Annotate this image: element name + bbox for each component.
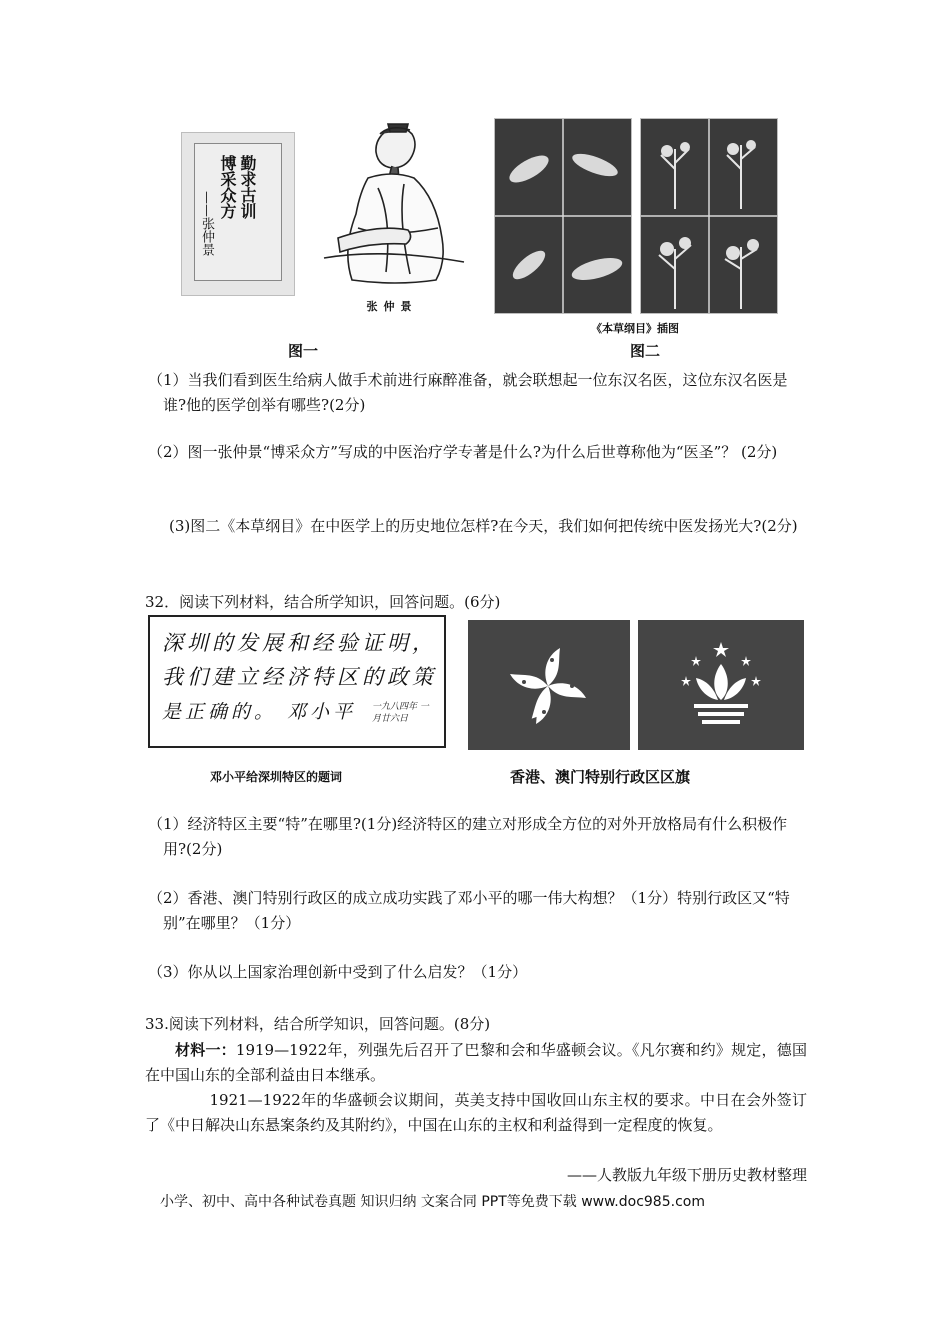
zhang-zhongjing-portrait xyxy=(318,118,468,296)
flags-caption: 香港、澳门特别行政区区旗 xyxy=(510,768,691,786)
q32-part1: （1）经济特区主要“特”在哪里?(1分)经济特区的建立对形成全方位的对外开放格局有什么积极作用?(2分) xyxy=(148,815,788,858)
q33-material-2: 1921—1922年的华盛顿会议期间，英美支持中国收回山东主权的要求。中日在会外签订了《中日解决山东悬案条约及其附约》，中国在山东的主权和利益得到一定程度的恢复。 xyxy=(145,1091,807,1134)
figure1-scroll-image xyxy=(181,132,295,296)
page-footer: 小学、初中、高中各种试卷真题 知识归纳 文案合同 PPT等免费下载 www.doc985.com xyxy=(160,1194,705,1210)
hong-kong-flag xyxy=(468,620,630,750)
scroll-text-col2: 博采众方 xyxy=(218,155,237,219)
plant-panels xyxy=(641,119,777,313)
q33-header: 33.阅读下列材料，结合所学知识，回答问题。(8分) xyxy=(145,1015,491,1033)
q32-part3: （3）你从以上国家治理创新中受到了什么启发？（1分） xyxy=(148,963,528,981)
q31-part2: （2）图一张仲景“博采众方”写成的中医治疗学专著是什么?为什么后世尊称他为“医圣”？ (2分) xyxy=(148,443,778,461)
q33-material-1 xyxy=(145,1038,807,1088)
material-text-1: 1919—1922年，列强先后召开了巴黎和会和华盛顿会议。《凡尔赛和约》规定，德国在中国山东的全部利益由日本继承。 xyxy=(145,1041,807,1084)
portrait-illustration xyxy=(318,118,468,296)
inscription-line-3: 是正确的。 邓小平 xyxy=(162,701,357,723)
bencao-illustration-fish xyxy=(494,118,632,314)
scroll-author: ——张仲景 xyxy=(199,191,214,256)
inscription-date: 一九八四年 一月廿六日 xyxy=(372,702,429,724)
fish-panels xyxy=(495,119,631,313)
inscription-caption: 邓小平给深圳特区的题词 xyxy=(210,770,343,784)
q31-part1: （1）当我们看到医生给病人做手术前进行麻醉准备，就会联想起一位东汉名医，这位东汉名医是谁?他的医学创举有哪些?(2分) xyxy=(148,371,788,414)
material-label: 材料一： xyxy=(175,1041,236,1059)
macau-flag xyxy=(638,620,804,750)
bencao-caption: 《本草纲目》插图 xyxy=(591,322,679,335)
scroll-text-col1: 勤求古训 xyxy=(238,155,257,219)
inscription-line-2: 我们建立经济特区的政策 xyxy=(162,665,437,689)
portrait-caption: 张仲景 xyxy=(366,300,418,313)
bauhinia-emblem xyxy=(468,620,630,750)
figure2-label: 图二 xyxy=(630,342,661,360)
bencao-illustration-plants xyxy=(640,118,778,314)
lotus-emblem xyxy=(638,620,804,750)
figure1-label: 图一 xyxy=(288,342,319,360)
inscription-line-1: 深圳的发展和经验证明， xyxy=(162,631,437,655)
q32-header: 32．阅读下列材料，结合所学知识，回答问题。(6分) xyxy=(145,593,501,611)
deng-xiaoping-inscription xyxy=(148,615,446,748)
q33-source: ——人教版九年级下册历史教材整理 xyxy=(566,1166,807,1184)
q32-part2: （2）香港、澳门特别行政区的成立成功实践了邓小平的哪一伟大构想？（1分）特别行政区又“特别”在哪里？（1分） xyxy=(148,889,790,932)
q31-part3: (3)图二《本草纲目》在中医学上的历史地位怎样?在今天，我们如何把传统中医发扬光大?(2分) xyxy=(169,517,798,535)
